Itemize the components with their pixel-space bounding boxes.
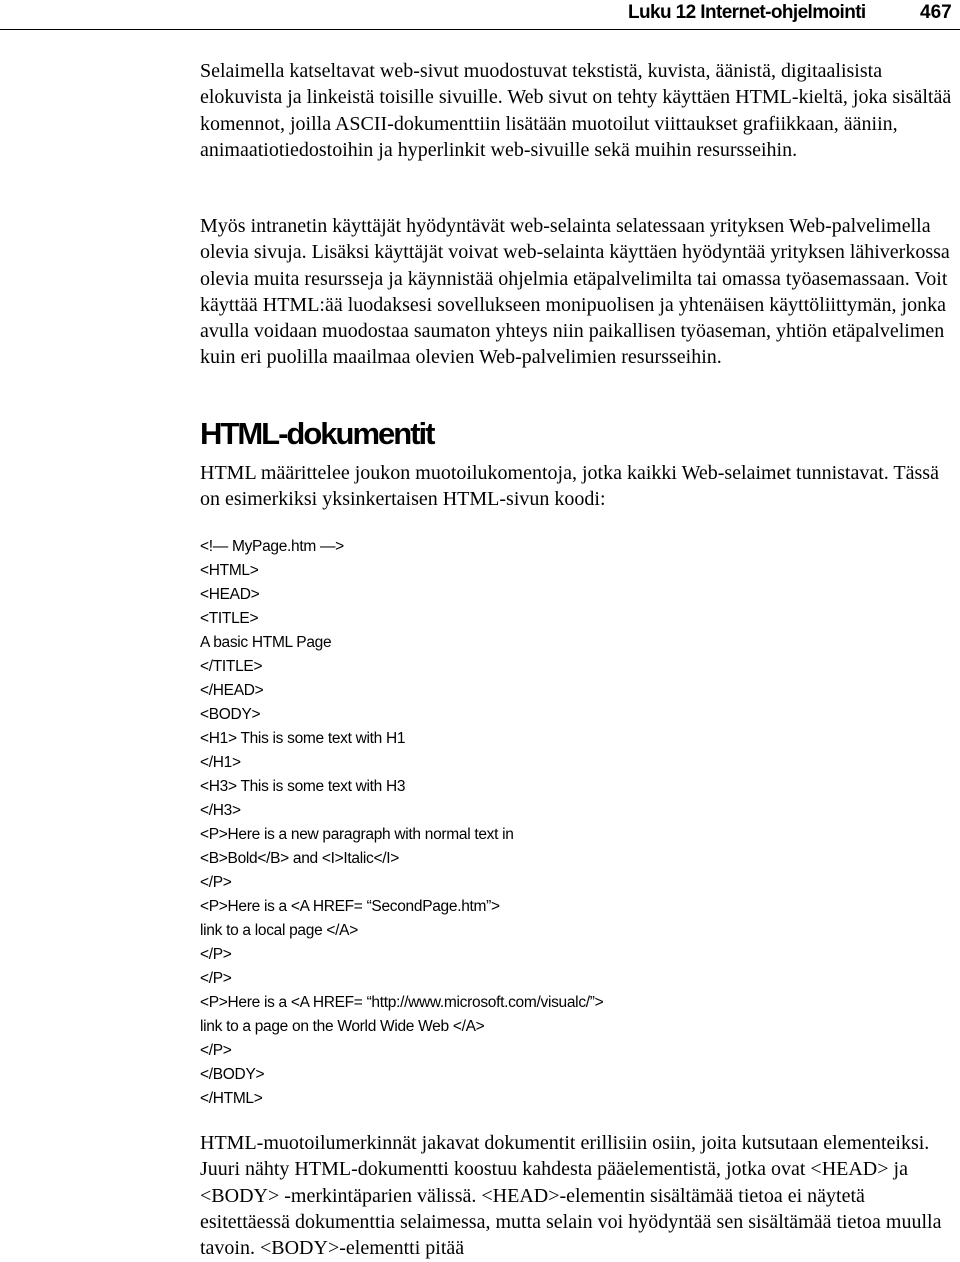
page-header [0,0,960,30]
paragraph-html-intro: HTML määrittelee joukon muotoilukomentoja, jotka kaikki Web-selaimet tunnistavat. Tässä on esimerkiksi yksinkertaisen HTML-sivun koodi: [200,462,939,511]
code-line: </HTML> [200,1090,263,1107]
code-line: </H1> [200,754,241,771]
code-line: </TITLE> [200,658,263,675]
code-line: A basic HTML Page [200,634,332,651]
section-heading: HTML-dokumentit [200,416,434,451]
code-line: <H1> This is some text with H1 [200,730,406,747]
code-line: </P> [200,1042,232,1059]
code-line: <P>Here is a new paragraph with normal text in [200,826,514,843]
code-line: <BODY> [200,706,261,723]
page-number: 467 [920,2,952,23]
code-line: <H3> This is some text with H3 [200,778,406,795]
code-line: link to a local page </A> [200,922,358,939]
code-line: <P>Here is a <A HREF= “SecondPage.htm”> [200,898,500,915]
code-line: <!— MyPage.htm —> [200,538,344,555]
chapter-title: Luku 12 Internet-ohjelmointi [628,2,866,23]
code-line: </HEAD> [200,682,264,699]
code-line: </H3> [200,802,241,819]
code-line: <TITLE> [200,610,259,627]
code-line: <HEAD> [200,586,260,603]
code-line: link to a page on the World Wide Web </A> [200,1018,485,1035]
code-line: <P>Here is a <A HREF= “http://www.microsoft.com/visualc/”> [200,994,604,1011]
code-line: </P> [200,970,232,987]
code-line: </BODY> [200,1066,265,1083]
paragraph-intro: Selaimella katseltavat web-sivut muodostuvat tekstistä, kuvista, äänistä, digitaalisista elokuvista ja linkeistä toisille sivuille. Web sivut on tehty käyttäen HTML-kieltä, joka sisältää komennot, joilla ASCII-dokumenttiin lisätään muotoilut viittaukset grafiikkaan, ääniin, animaatiotiedostoihin ja hyperlinkit web-sivuille sekä muihin resursseihin. [200,60,952,161]
code-line: </P> [200,946,232,963]
header-rule [0,29,960,30]
code-line: <HTML> [200,562,259,579]
code-listing [200,535,603,1111]
paragraph-intranet: Myös intranetin käyttäjät hyödyntävät web-selainta selatessaan yrityksen Web-palvelimella olevia sivuja. Lisäksi käyttäjät voivat web-selainta käyttäen hyödyntää yrityksen lähiverkossa olevia muita resursseja ja käynnistää ohjelmia etäpalvelimilta tai omassa työasemassaan. Voit käyttää HTML:ää luodaksesi sovellukseen monipuolisen ja yhtenäisen käyttöliittymän, jonka avulla voidaan muodostaa saumaton yhteys niin paikallisen työaseman, yhtiön etäpalvelimen kuin eri puolilla maailmaa olevien Web-palvelimien resursseihin. [200,215,950,369]
paragraph-elements: HTML-muotoilumerkinnät jakavat dokumentit erillisiin osiin, joita kutsutaan elementeiksi. Juuri nähty HTML-dokumentti koostuu kahdesta pääelementistä, jotka ovat <HEAD> ja <BODY> -merkintäparien välissä. <HEAD>-elementin sisältämää tietoa ei näytetä esitettäessä dokumenttia selaimessa, mutta selain voi hyödyntää sen sisältämää tietoa muulla tavoin. <BODY>-elementti pitää [200,1132,942,1260]
code-line: <B>Bold</B> and <I>Italic</I> [200,850,399,867]
code-line: </P> [200,874,232,891]
